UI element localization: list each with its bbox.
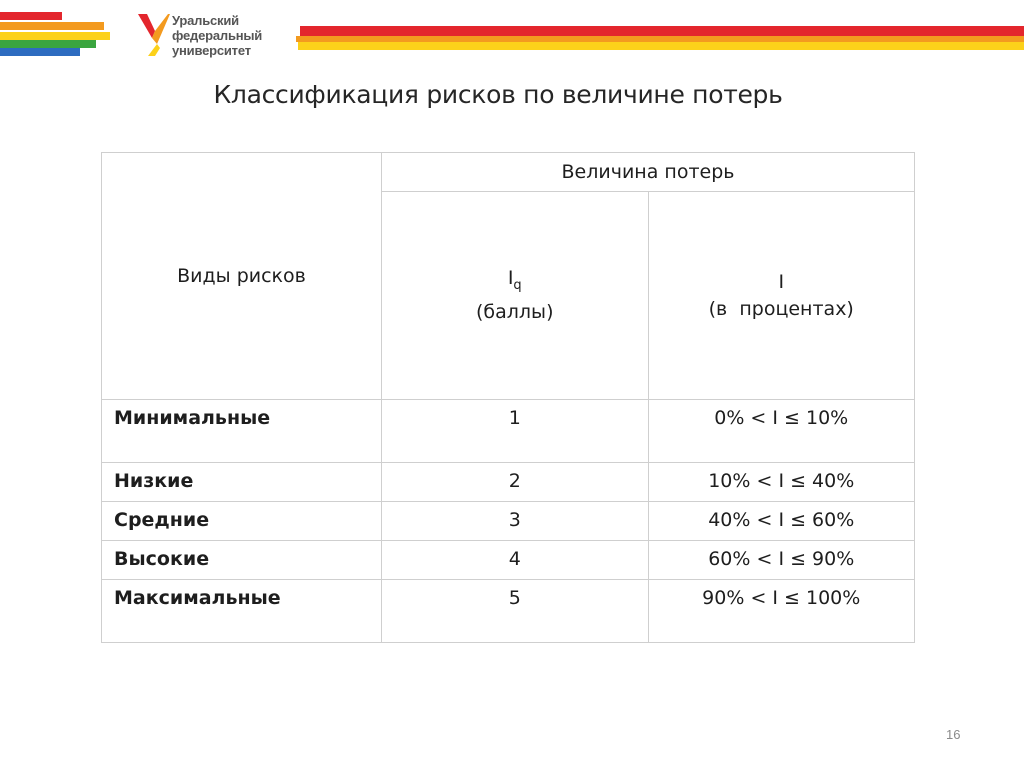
university-logo-icon xyxy=(138,14,170,56)
table-row xyxy=(102,502,915,541)
header-percent-symbol: I xyxy=(778,270,785,293)
risk-type-cell: Минимальные xyxy=(102,400,382,463)
header-points-unit: (баллы) xyxy=(476,301,554,323)
university-name-line-2: федеральный xyxy=(172,28,263,43)
header-percent xyxy=(648,192,915,400)
banner-stripe-green-left xyxy=(0,40,96,48)
header-points-symbol xyxy=(382,265,648,299)
risk-points-cell: 5 xyxy=(382,580,649,643)
risk-points-cell: 3 xyxy=(382,502,649,541)
table-row xyxy=(102,463,915,502)
header-banner xyxy=(0,0,1024,62)
table-row xyxy=(102,580,915,643)
risk-points-cell: 2 xyxy=(382,463,649,502)
page-number: 16 xyxy=(946,727,961,742)
banner-stripe-red-left xyxy=(0,12,62,20)
risk-points-cell: 1 xyxy=(382,400,649,463)
points-symbol: I xyxy=(507,267,514,289)
table-row xyxy=(102,400,915,463)
banner-stripe-yellow-left xyxy=(0,32,110,40)
banner-stripe-red-right xyxy=(300,26,1024,36)
university-name-line-1: Уральский xyxy=(172,13,239,28)
banner-stripe-yellow-right xyxy=(298,42,1024,50)
risk-table xyxy=(101,152,915,643)
banner-stripe-orange-left xyxy=(0,22,104,30)
risk-percent-cell: 90% < I ≤ 100% xyxy=(648,580,915,643)
header-percent-unit: (в процентах) xyxy=(708,297,854,320)
university-name xyxy=(172,13,262,58)
header-points xyxy=(382,192,649,400)
points-subscript: q xyxy=(513,278,522,293)
header-risk-types: Виды рисков xyxy=(102,153,382,400)
university-name-line-3: университет xyxy=(172,43,251,58)
table-header-row xyxy=(102,153,915,192)
banner-stripe-blue-left xyxy=(0,48,80,56)
risk-percent-cell: 60% < I ≤ 90% xyxy=(648,541,915,580)
risk-type-cell: Максимальные xyxy=(102,580,382,643)
table-row xyxy=(102,541,915,580)
header-loss-magnitude: Величина потерь xyxy=(382,153,915,192)
risk-type-cell: Средние xyxy=(102,502,382,541)
risk-type-cell: Высокие xyxy=(102,541,382,580)
risk-percent-cell: 10% < I ≤ 40% xyxy=(648,463,915,502)
risk-percent-cell: 40% < I ≤ 60% xyxy=(648,502,915,541)
risk-classification-table xyxy=(101,152,915,641)
risk-points-cell: 4 xyxy=(382,541,649,580)
risk-type-cell: Низкие xyxy=(102,463,382,502)
slide-title: Классификация рисков по величине потерь xyxy=(213,80,783,109)
risk-percent-cell: 0% < I ≤ 10% xyxy=(648,400,915,463)
